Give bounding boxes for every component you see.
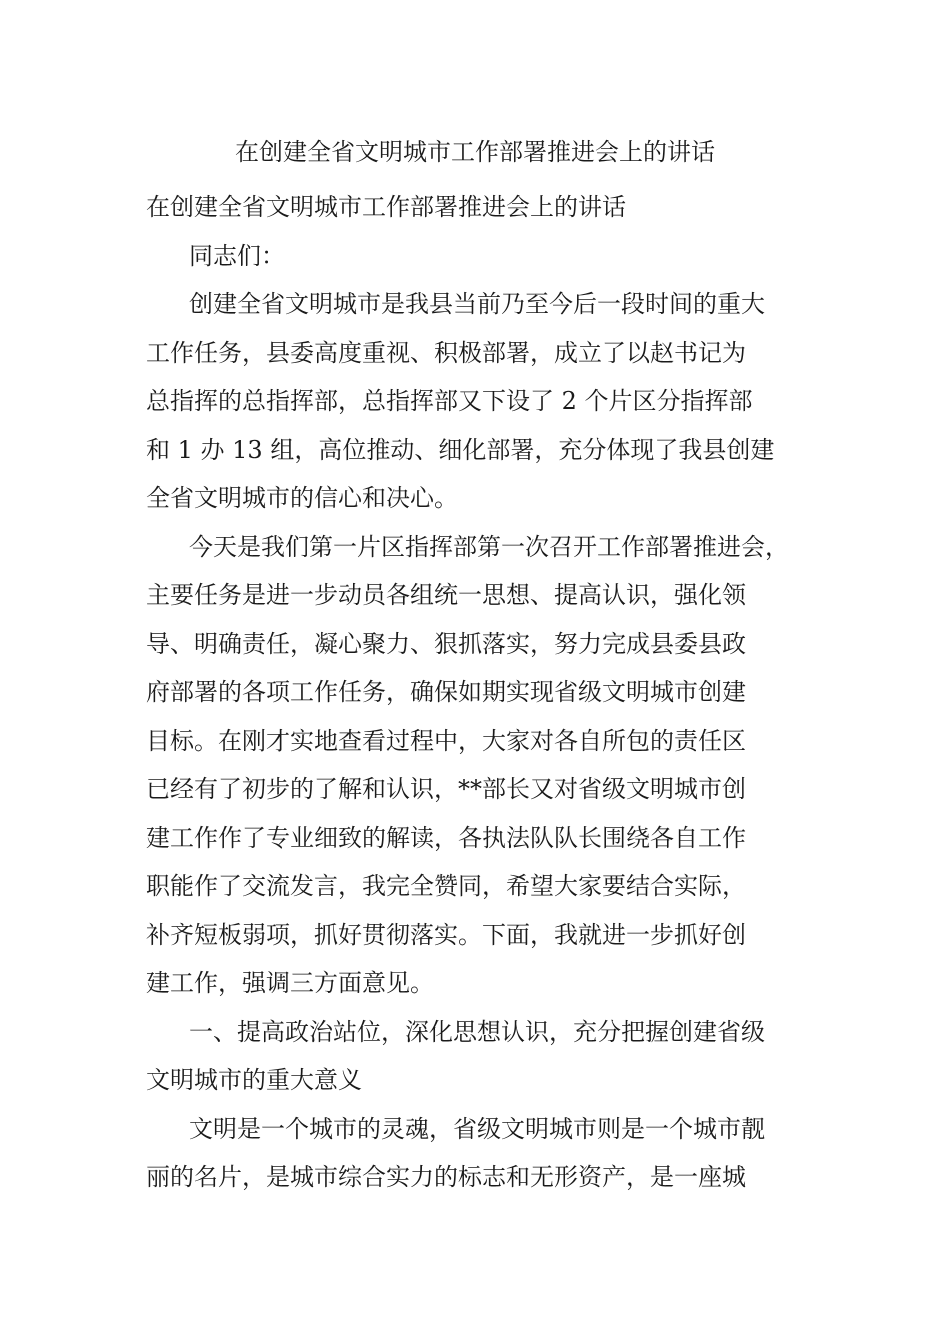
document-title: 在创建全省文明城市工作部署推进会上的讲话 bbox=[235, 138, 715, 166]
paragraph-2-line: 建工作，强调三方面意见。 bbox=[146, 969, 434, 997]
paragraph-2-line: 导、明确责任，凝心聚力、狠抓落实，努力完成县委县政 bbox=[146, 629, 746, 658]
paragraph-2-line: 今天是我们第一片区指挥部第一次召开工作部署推进会， bbox=[189, 532, 789, 561]
salutation: 同志们： bbox=[189, 241, 285, 270]
body-line: 在创建全省文明城市工作部署推进会上的讲话 bbox=[146, 193, 626, 221]
section-heading-line: 文明城市的重大意义 bbox=[146, 1066, 362, 1094]
paragraph-1-line: 工作任务，县委高度重视、积极部署，成立了以赵书记为 bbox=[146, 338, 746, 367]
paragraph-3-line: 丽的名片，是城市综合实力的标志和无形资产，是一座城 bbox=[146, 1163, 746, 1191]
paragraph-1-line: 总指挥的总指挥部，总指挥部又下设了 2 个片区分指挥部 bbox=[146, 387, 753, 415]
paragraph-2-line: 补齐短板弱项，抓好贯彻落实。下面，我就进一步抓好创 bbox=[146, 920, 746, 949]
paragraph-2-line: 目标。在刚才实地查看过程中，大家对各自所包的责任区 bbox=[146, 726, 746, 755]
document-body bbox=[146, 183, 818, 1202]
paragraph-2-line: 职能作了交流发言，我完全赞同，希望大家要结合实际， bbox=[146, 872, 746, 900]
paragraph-1-line: 创建全省文明城市是我县当前乃至今后一段时间的重大 bbox=[189, 290, 765, 318]
paragraph-2-line: 主要任务是进一步动员各组统一思想、提高认识，强化领 bbox=[146, 581, 746, 609]
paragraph-1-line: 和 1 办 13 组，高位推动、细化部署，充分体现了我县创建 bbox=[146, 435, 775, 464]
paragraph-2-line: 府部署的各项工作任务，确保如期实现省级文明城市创建 bbox=[146, 678, 746, 706]
paragraph-2-line: 建工作作了专业细致的解读，各执法队队长围绕各自工作 bbox=[146, 823, 746, 852]
paragraph-3-line: 文明是一个城市的灵魂，省级文明城市则是一个城市靓 bbox=[189, 1114, 765, 1143]
paragraph-1-line: 全省文明城市的信心和决心。 bbox=[146, 484, 458, 512]
section-heading-line: 一、提高政治站位，深化思想认识，充分把握创建省级 bbox=[189, 1017, 765, 1046]
paragraph-2-line: 已经有了初步的了解和认识，**部长又对省级文明城市创 bbox=[146, 775, 746, 803]
